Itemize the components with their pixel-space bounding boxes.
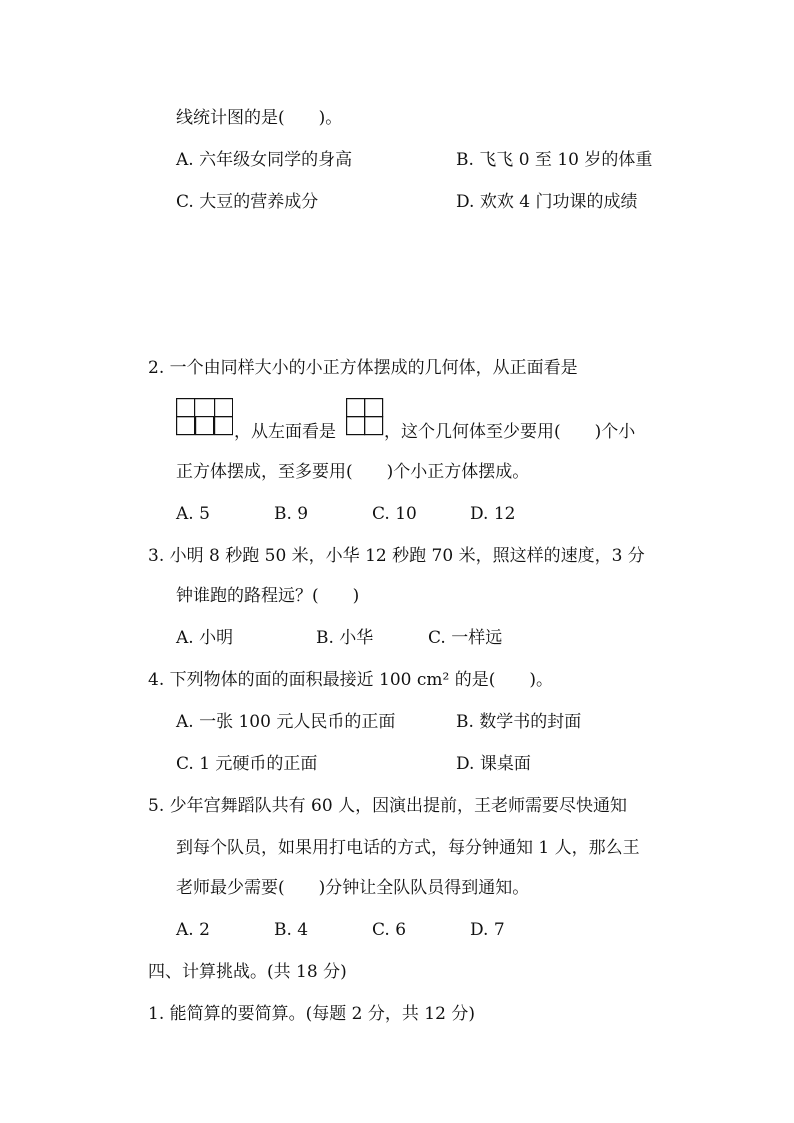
section4-title: 四、计算挑战。(共 18 分) (148, 962, 347, 982)
q5-option-b[interactable]: B. 4 (274, 920, 309, 940)
q5-stem-line1: 5. 少年宫舞蹈队共有 60 人，因演出提前，王老师需要尽快通知 (148, 796, 628, 816)
q1-option-a[interactable]: A. 六年级女同学的身高 (176, 150, 353, 170)
q1-option-c[interactable]: C. 大豆的营养成分 (176, 192, 319, 212)
q5-option-c[interactable]: C. 6 (372, 920, 407, 940)
grid-left-view-icon (346, 398, 386, 436)
q1-stem: 线统计图的是( )。 (176, 108, 343, 128)
q5-stem-line3: 老师最少需要( )分钟让全队队员得到通知。 (176, 878, 530, 898)
q5-option-d[interactable]: D. 7 (470, 920, 505, 940)
q2-option-d[interactable]: D. 12 (470, 504, 516, 524)
q4-option-a[interactable]: A. 一张 100 元人民币的正面 (176, 712, 396, 732)
q2-option-b[interactable]: B. 9 (274, 504, 309, 524)
q1-option-b[interactable]: B. 飞飞 0 至 10 岁的体重 (456, 150, 653, 170)
q2-stem-line2-a: ，从左面看是 (234, 422, 336, 442)
q2-stem-line3: 正方体摆成，至多要用( )个小正方体摆成。 (176, 462, 530, 482)
q5-option-a[interactable]: A. 2 (176, 920, 210, 940)
grid-front-view-icon (176, 398, 233, 436)
q3-stem-line1: 3. 小明 8 秒跑 50 米，小华 12 秒跑 70 米，照这样的速度，3 分 (148, 546, 645, 566)
q2-stem-line1: 2. 一个由同样大小的小正方体摆成的几何体，从正面看是 (148, 358, 578, 378)
q3-option-a[interactable]: A. 小明 (176, 628, 234, 648)
q3-stem-line2: 钟谁跑的路程远？( ) (176, 586, 360, 606)
q4-option-c[interactable]: C. 1 元硬币的正面 (176, 754, 318, 774)
q2-option-a[interactable]: A. 5 (176, 504, 210, 524)
q3-option-c[interactable]: C. 一样远 (428, 628, 503, 648)
q1-option-d[interactable]: D. 欢欢 4 门功课的成绩 (456, 192, 638, 212)
q2-stem-line2-b: ，这个几何体至少要用( )个小 (384, 422, 636, 442)
section4-item1: 1. 能简算的要简算。(每题 2 分，共 12 分) (148, 1004, 475, 1024)
q5-stem-line2: 到每个队员，如果用打电话的方式，每分钟通知 1 人，那么王 (176, 838, 640, 858)
q4-option-d[interactable]: D. 课桌面 (456, 754, 531, 774)
q4-stem: 4. 下列物体的面的面积最接近 100 cm² 的是( )。 (148, 670, 554, 690)
q3-option-b[interactable]: B. 小华 (316, 628, 374, 648)
q2-option-c[interactable]: C. 10 (372, 504, 417, 524)
q4-option-b[interactable]: B. 数学书的封面 (456, 712, 582, 732)
